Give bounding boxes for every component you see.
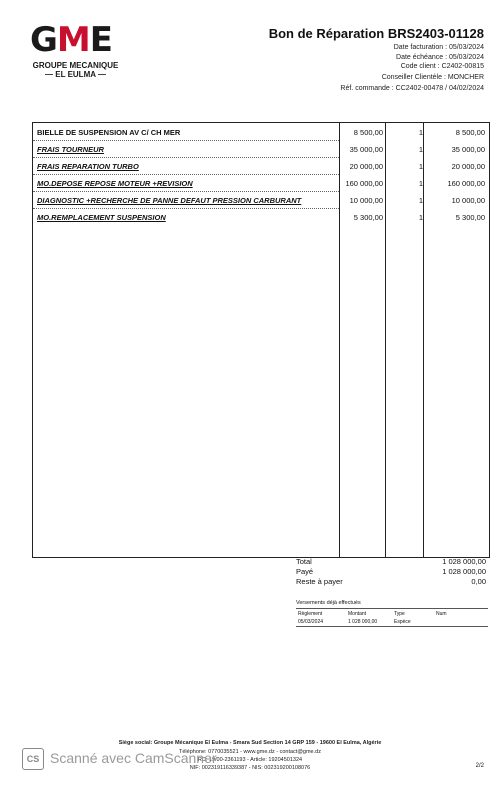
line-quantity: 1	[418, 145, 423, 154]
line-quantity: 1	[418, 162, 423, 171]
line-description: MO.REMPLACEMENT SUSPENSION	[37, 213, 166, 222]
table-row	[33, 140, 489, 157]
table-row	[33, 157, 489, 174]
conseiller-clientele: Conseiller Clientèle : MONCHER	[381, 74, 484, 81]
document-title: Bon de Réparation BRS2403-01128	[268, 26, 484, 41]
versements-table	[296, 608, 488, 627]
versements-header-montant: Montant	[348, 611, 367, 617]
reste-label: Reste à payer	[296, 577, 343, 586]
versements-date: 05/03/2024	[298, 619, 324, 625]
line-total: 10 000,00	[451, 196, 485, 205]
camscanner-icon: CS	[22, 748, 44, 770]
line-unit-price: 5 300,00	[353, 213, 383, 222]
line-unit-price: 10 000,00	[349, 196, 383, 205]
line-total: 35 000,00	[451, 145, 485, 154]
line-total: 5 300,00	[455, 213, 485, 222]
line-quantity: 1	[418, 179, 423, 188]
table-row	[33, 191, 489, 208]
line-total: 20 000,00	[451, 162, 485, 171]
line-total: 160 000,00	[447, 179, 485, 188]
logo-mark: GME	[30, 20, 112, 60]
footer-registration: RC: 19/00-2361193 - Article: 19204501324	[197, 757, 303, 763]
line-quantity: 1	[418, 196, 423, 205]
line-description: FRAIS REPARATION TURBO	[37, 162, 139, 171]
footer-address: Siège social: Groupe Mécanique El Eulma - Smara Sud Section 14 GRP 159 - 19600 El Eulma, Algérie	[118, 740, 382, 746]
paye-label: Payé	[296, 567, 314, 576]
table-row	[33, 123, 489, 140]
line-description: BIELLE DE SUSPENSION AV C/ CH MER	[37, 128, 181, 137]
line-unit-price: 8 500,00	[353, 128, 383, 137]
line-quantity: 1	[418, 128, 423, 137]
line-description: MO.DEPOSE REPOSE MOTEUR +REVISION	[37, 179, 193, 188]
versements-header-type: Type	[394, 611, 405, 617]
line-description: FRAIS TOURNEUR	[37, 145, 104, 154]
line-unit-price: 20 000,00	[349, 162, 383, 171]
logo-company-city: — EL EULMA —	[45, 70, 106, 79]
line-description: DIAGNOSTIC +RECHERCHE DE PANNE DEFAUT PRESSION CARBURANT	[37, 196, 302, 205]
reste-value: 0,00	[471, 577, 486, 586]
code-client: Code client : C2402-00815	[400, 63, 484, 70]
versements-montant: 1 028 000,00	[348, 619, 378, 625]
versements-header-num: Num	[436, 611, 447, 617]
versements-type: Espèce	[394, 619, 411, 625]
footer-tax-ids: NIF: 002319116339387 - NIS: 002319200108076	[189, 765, 311, 771]
page-number: 2/2	[475, 763, 484, 769]
footer-contact: Téléphone: 0770035521 - www.gme.dz - contact@gme.dz	[179, 749, 321, 755]
camscanner-watermark: Scanné avec CamScanner	[50, 750, 217, 766]
total-label: Total	[296, 557, 312, 566]
table-row	[33, 174, 489, 191]
versements-header-reglement: Règlement	[298, 611, 323, 617]
table-row	[33, 208, 489, 225]
versements-title: Versements déjà effectués	[296, 600, 361, 606]
line-quantity: 1	[418, 213, 423, 222]
company-logo	[28, 22, 123, 82]
reference-commande: Réf. commande : CC2402-00478 / 04/02/2024	[340, 85, 484, 92]
paye-value: 1 028 000,00	[442, 567, 486, 576]
line-unit-price: 35 000,00	[349, 145, 383, 154]
date-facturation: Date facturation : 05/03/2024	[393, 44, 484, 51]
lines-table	[32, 122, 490, 558]
line-unit-price: 160 000,00	[345, 179, 383, 188]
line-total: 8 500,00	[455, 128, 485, 137]
total-value: 1 028 000,00	[442, 557, 486, 566]
date-echeance: Date échéance : 05/03/2024	[396, 54, 484, 61]
logo-company-name: GROUPE MECANIQUE	[32, 61, 119, 70]
